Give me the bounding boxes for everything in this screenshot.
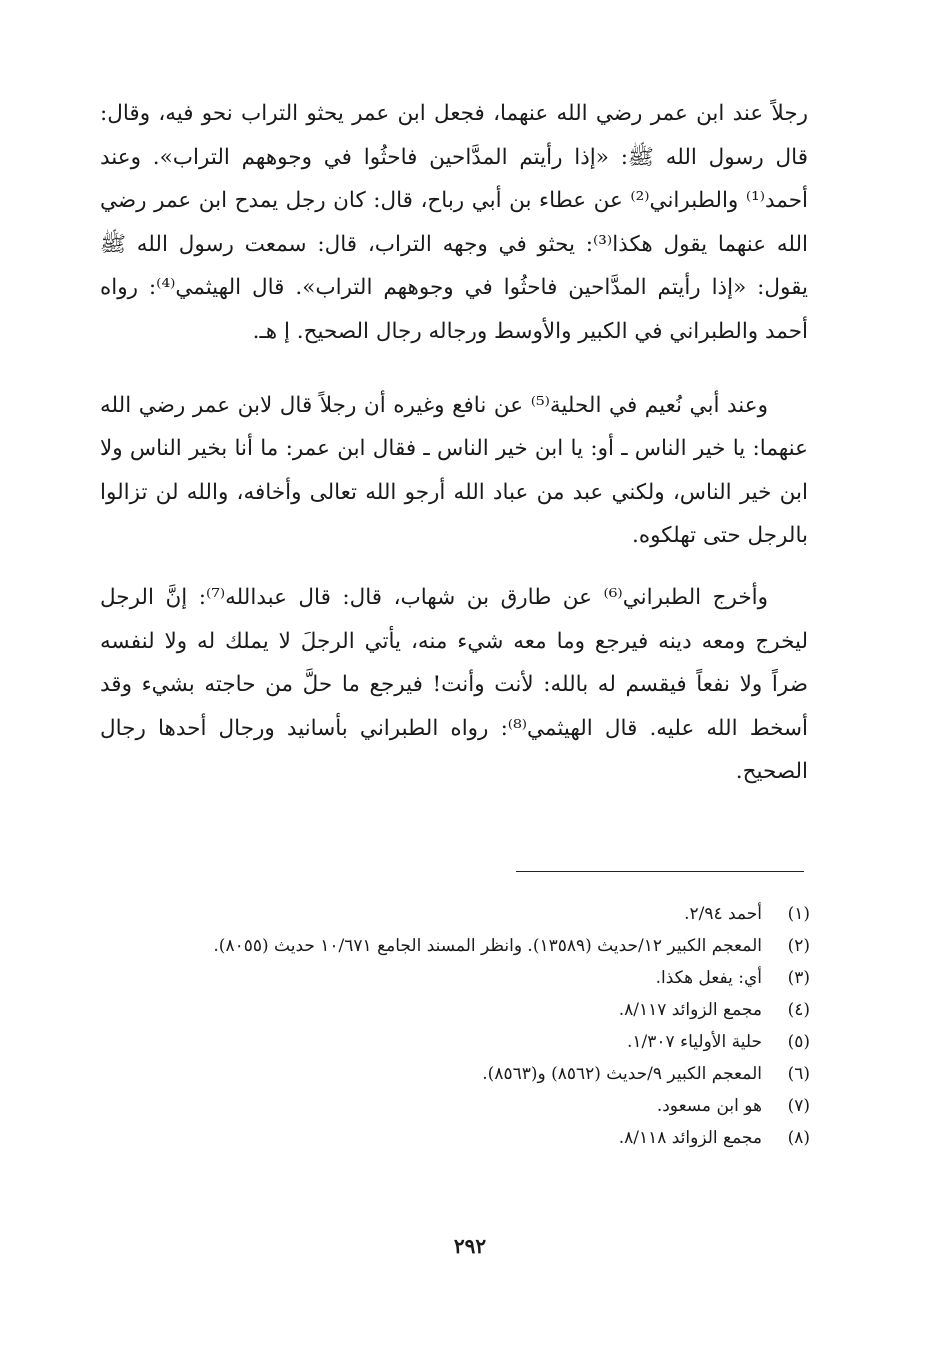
footnote-number: (٧) <box>787 1096 810 1116</box>
footnote-number: (٣) <box>787 968 810 988</box>
footnote <box>108 1090 810 1122</box>
footnote <box>108 1058 810 1090</box>
footnote-number: (١) <box>787 904 810 924</box>
footnote-text: أي: يفعل هكذا. <box>655 968 762 988</box>
footnote-number: (٨) <box>787 1128 810 1148</box>
footnote-text: مجمع الزوائد ٨/١١٧. <box>618 1000 762 1020</box>
footnote-text: المعجم الكبير ٩/حديث (٨٥٦٢) و(٨٥٦٣). <box>482 1064 762 1084</box>
footnote <box>108 898 810 930</box>
footnote-number: (٥) <box>787 1032 810 1052</box>
footnote-text: حلية الأولياء ١/٣٠٧. <box>627 1032 762 1052</box>
paragraph: وأخرج الطبراني⁽⁶⁾ عن طارق بن شهاب، قال: قال عبدالله⁽⁷⁾: إنَّ الرجل ليخرج ومعه دينه فيرجع وما معه شيء منه، يأتي الرجلَ لا يملك له ولا لنفسه ضراً ولا نفعاً فيقسم له بالله: لأنت وأنت! فيرجع ما حلَّ من حاجته بشيء وقد أسخط الله عليه. قال الهيثمي⁽⁸⁾: رواه الطبراني بأسانيد ورجال أحدها رجال الصحيح. <box>100 584 808 785</box>
footnote-number: (٦) <box>787 1064 810 1084</box>
footnote-number: (٢) <box>787 936 810 956</box>
paragraph: رجلاً عند ابن عمر رضي الله عنهما، فجعل ابن عمر يحثو التراب نحو فيه، وقال: قال رسول الله ﷺ: «إذا رأيتم المدَّاحين فاحثُوا في وجوههم التراب». وعند أحمد⁽¹⁾ والطبراني⁽²⁾ عن عطاء بن أبي رباح، قال: كان رجل يمدح ابن عمر رضي الله عنهما يقول هكذا⁽³⁾: يحثو في وجهه التراب، قال: سمعت رسول الله ﷺ يقول: «إذا رأيتم المدَّاحين فاحثُوا في وجوههم التراب». قال الهيثمي⁽⁴⁾: رواه أحمد والطبراني في الكبير والأوسط ورجاله رجال الصحيح. إ هـ. <box>100 101 808 344</box>
paragraph: وعند أبي نُعيم في الحلية⁽⁵⁾ عن نافع وغيره أن رجلاً قال لابن عمر رضي الله عنهما: يا خير الناس ـ أو: يا ابن خير الناس ـ فقال ابن عمر: ما أنا بخير الناس ولا ابن خير الناس، ولكني عبد من عباد الله أرجو الله تعالى وأخافه، والله لن تزالوا بالرجل حتى تهلكوه. <box>100 392 808 549</box>
footnote-text: أحمد ٢/٩٤. <box>684 904 762 924</box>
main-text <box>100 92 808 794</box>
page-number: ٢٩٢ <box>453 1234 487 1258</box>
footnote-text: المعجم الكبير ١٢/حديث (١٣٥٨٩). وانظر المسند الجامع ١٠/٦٧١ حديث (٨٠٥٥). <box>213 936 762 956</box>
footnote <box>108 1122 810 1154</box>
footnote-number: (٤) <box>787 1000 810 1020</box>
footnote <box>108 1026 810 1058</box>
footnote-text: هو ابن مسعود. <box>656 1096 762 1116</box>
footnote <box>108 994 810 1026</box>
footnote <box>108 930 810 962</box>
footnotes-list <box>108 898 810 1154</box>
footnote-text: مجمع الزوائد ٨/١١٨. <box>618 1128 762 1148</box>
footnote <box>108 962 810 994</box>
footnote-separator <box>516 871 804 872</box>
